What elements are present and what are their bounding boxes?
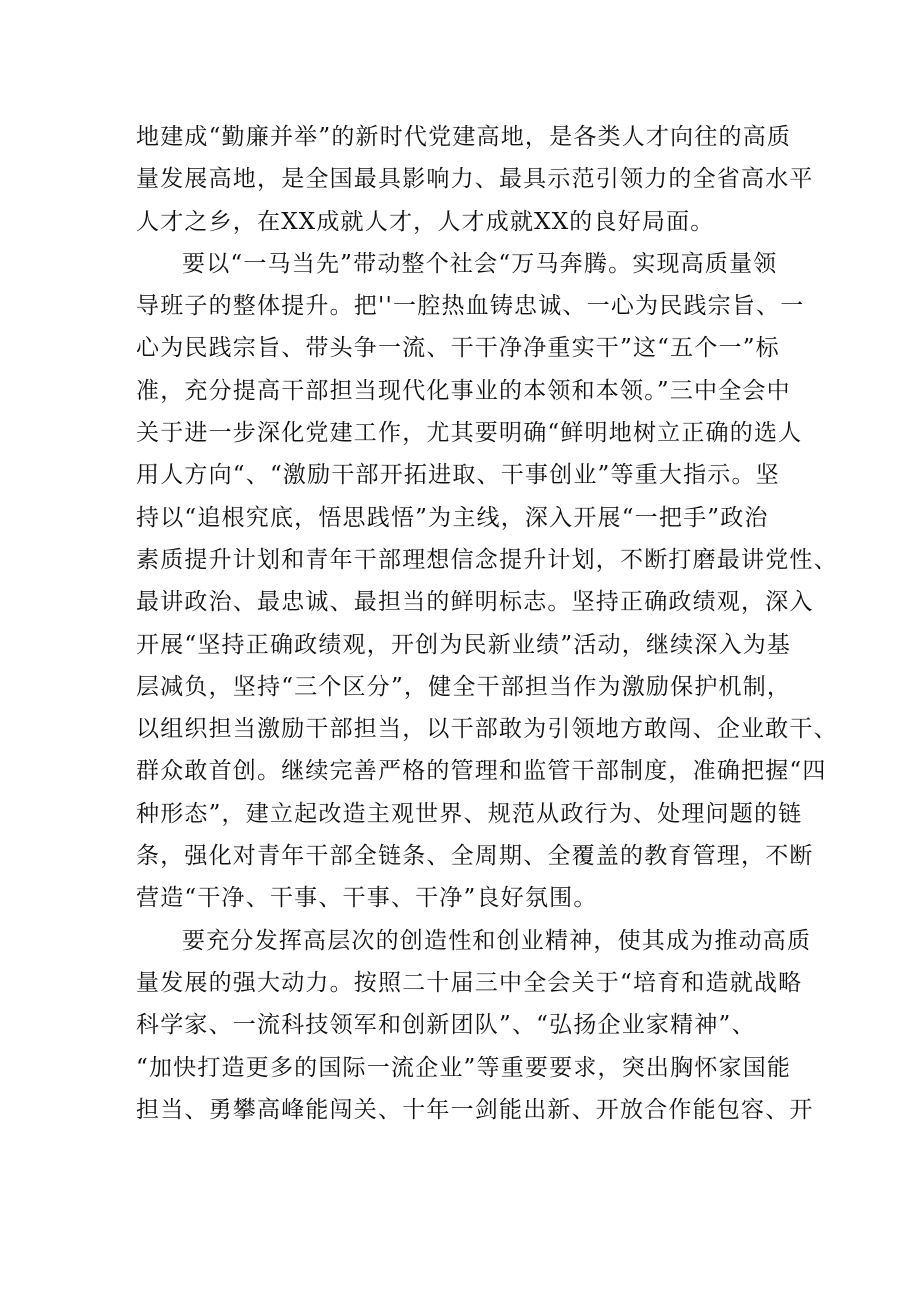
paragraph-first-line: 要充分发挥高层次的创造性和创业精神，使其成为推动高质 <box>182 927 812 954</box>
text-line: 营造“干净、干事、干事、干净”良好氛围。 <box>136 885 598 912</box>
text-line: 准，充分提高干部担当现代化事业的本领和本领。”三中全会中 <box>136 377 791 404</box>
text-line: 心为民践宗旨、带头争一流、干干净净重实干”这“五个一”标 <box>136 335 780 362</box>
text-line: “加快打造更多的国际一流企业”等重要要求，突出胸怀家国能 <box>136 1054 792 1081</box>
text-line: 层减负，坚持“三个区分”，健全干部担当作为激励保护机制， <box>136 673 792 700</box>
paragraph-first-line: 要以“一马当先”带动整个社会“万马奔腾。实现高质量领 <box>182 250 778 277</box>
text-line: 以组织担当激励干部担当，以干部敢为引领地方敢闯、企业敢干、 <box>136 716 838 743</box>
text-line: 持以“追根究底，悟思践悟”为主线，深入开展“一把手”政治 <box>136 504 769 531</box>
text-line: 群众敢首创。继续完善严格的管理和监管干部制度，准确把握“四 <box>136 758 827 785</box>
text-line: 素质提升计划和青年干部理想信念提升计划，不断打磨最讲党性、 <box>136 546 838 573</box>
text-line: 担当、勇攀高峰能闯关、十年一剑能出新、开放合作能包容、开 <box>136 1096 814 1123</box>
text-line: 最讲政治、最忠诚、最担当的鲜明标志。坚持正确政绩观，深入 <box>136 589 814 616</box>
text-line: 科学家、一流科技领军和创新团队”、“弘扬企业家精神”、 <box>136 1012 756 1039</box>
body-text <box>136 116 838 1131</box>
text-line: 量发展的强大动力。按照二十届三中全会关于“培育和造就战略 <box>136 969 803 996</box>
text-line: 人才之乡，在XX成就人才，人才成就XX的良好局面。 <box>136 208 715 235</box>
text-line: 地建成“勤廉并举”的新时代党建高地，是各类人才向往的高质 <box>136 124 792 150</box>
text-line: 开展“坚持正确政绩观，开创为民新业绩”活动，继续深入为基 <box>136 631 792 658</box>
text-line: 种形态”，建立起改造主观世界、规范从政行为、处理问题的链 <box>136 800 803 827</box>
text-line: 条，强化对青年干部全链条、全周期、全覆盖的教育管理，不断 <box>136 843 814 870</box>
text-line: 关于进一步深化党建工作，尤其要明确“鲜明地树立正确的选人 <box>136 420 803 447</box>
text-line: 量发展高地，是全国最具影响力、最具示范引领力的全省高水平 <box>136 166 814 193</box>
text-line: 导班子的整体提升。把''一腔热血铸忠诚、一心为民践宗旨、一 <box>136 293 805 320</box>
text-line: 用人方向“、“激励干部开拓进取、干事创业”等重大指示。坚 <box>136 462 780 489</box>
